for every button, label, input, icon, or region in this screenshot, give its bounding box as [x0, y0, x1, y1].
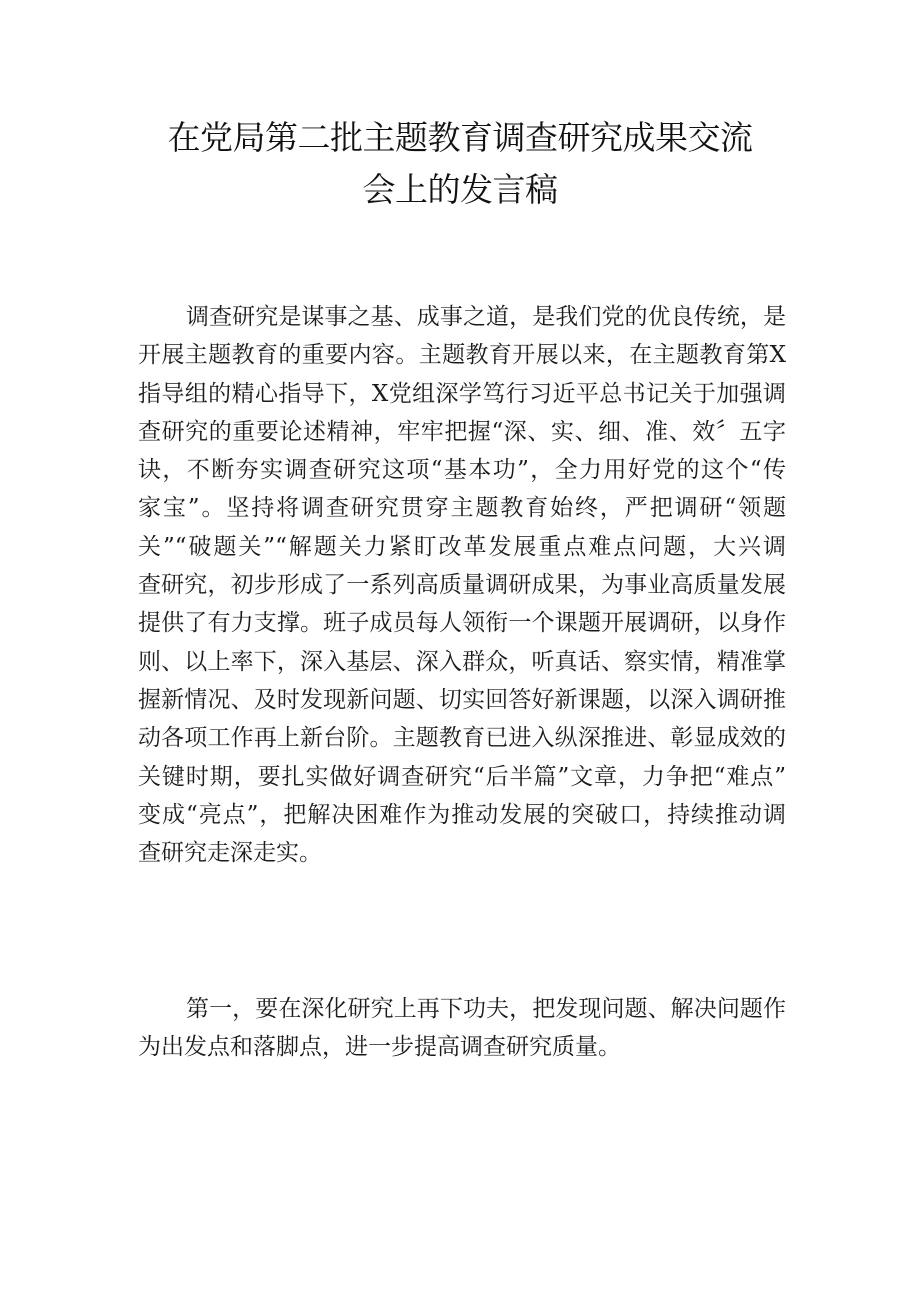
document-title-line-1: 在党局第二批主题教育调查研究成果交流: [167, 118, 753, 157]
paragraph-line: 家宝”。坚持将调查研究贯穿主题教育始终，严把调研“领题: [138, 495, 786, 522]
paragraph-line: 查研究的重要论述精神，牢牢把握“深、实、细、准、效〞五字: [138, 418, 786, 445]
paragraph-line: 提供了有力支撑。班子成员每人领衔一个课题开展调研，以身作: [138, 610, 786, 637]
paragraph-line: 调查研究是谋事之基、成事之道，是我们党的优良传统，是: [186, 304, 786, 330]
paragraph-line: 握新情况、及时发现新问题、切实回答好新课题，以深入调研推: [138, 686, 786, 713]
paragraph-line: 关键时期，要扎实做好调查研究“后半篇”文章，力争把“难点”: [138, 763, 786, 790]
paragraph-line: 开展主题教育的重要内容。主题教育开展以来，在主题教育第X: [138, 342, 786, 369]
paragraph-line: 第一，要在深化研究上再下功夫，把发现问题、解决问题作: [186, 996, 786, 1022]
paragraph-line: 则、以上率下，深入基层、深入群众，听真话、察实情，精准掌: [138, 648, 786, 675]
paragraph-line: 查研究走深走实。: [138, 840, 322, 867]
body-paragraph-1: [138, 298, 786, 872]
paragraph-line: 动各项工作再上新台阶。主题教育已进入纵深推进、彰显成效的: [138, 725, 786, 752]
paragraph-line: 查研究，初步形成了一系列高质量调研成果，为事业高质量发展: [138, 572, 786, 599]
body-paragraph-2: [138, 990, 786, 1067]
paragraph-line: 变成“亮点”，把解决困难作为推动发展的突破口，持续推动调: [138, 801, 786, 828]
paragraph-line: 诀，不断夯实调查研究这项“基本功”，全力用好党的这个“传: [138, 457, 786, 484]
paragraph-line: 指导组的精心指导下，X党组深学笃行习近平总书记关于加强调: [138, 380, 786, 407]
document-title-line-2: 会上的发言稿: [362, 170, 558, 209]
paragraph-line: 为出发点和落脚点，进一步提高调查研究质量。: [138, 1034, 621, 1061]
paragraph-line: 关”“破题关”“解题关力紧盯改革发展重点难点问题，大兴调: [138, 533, 786, 560]
